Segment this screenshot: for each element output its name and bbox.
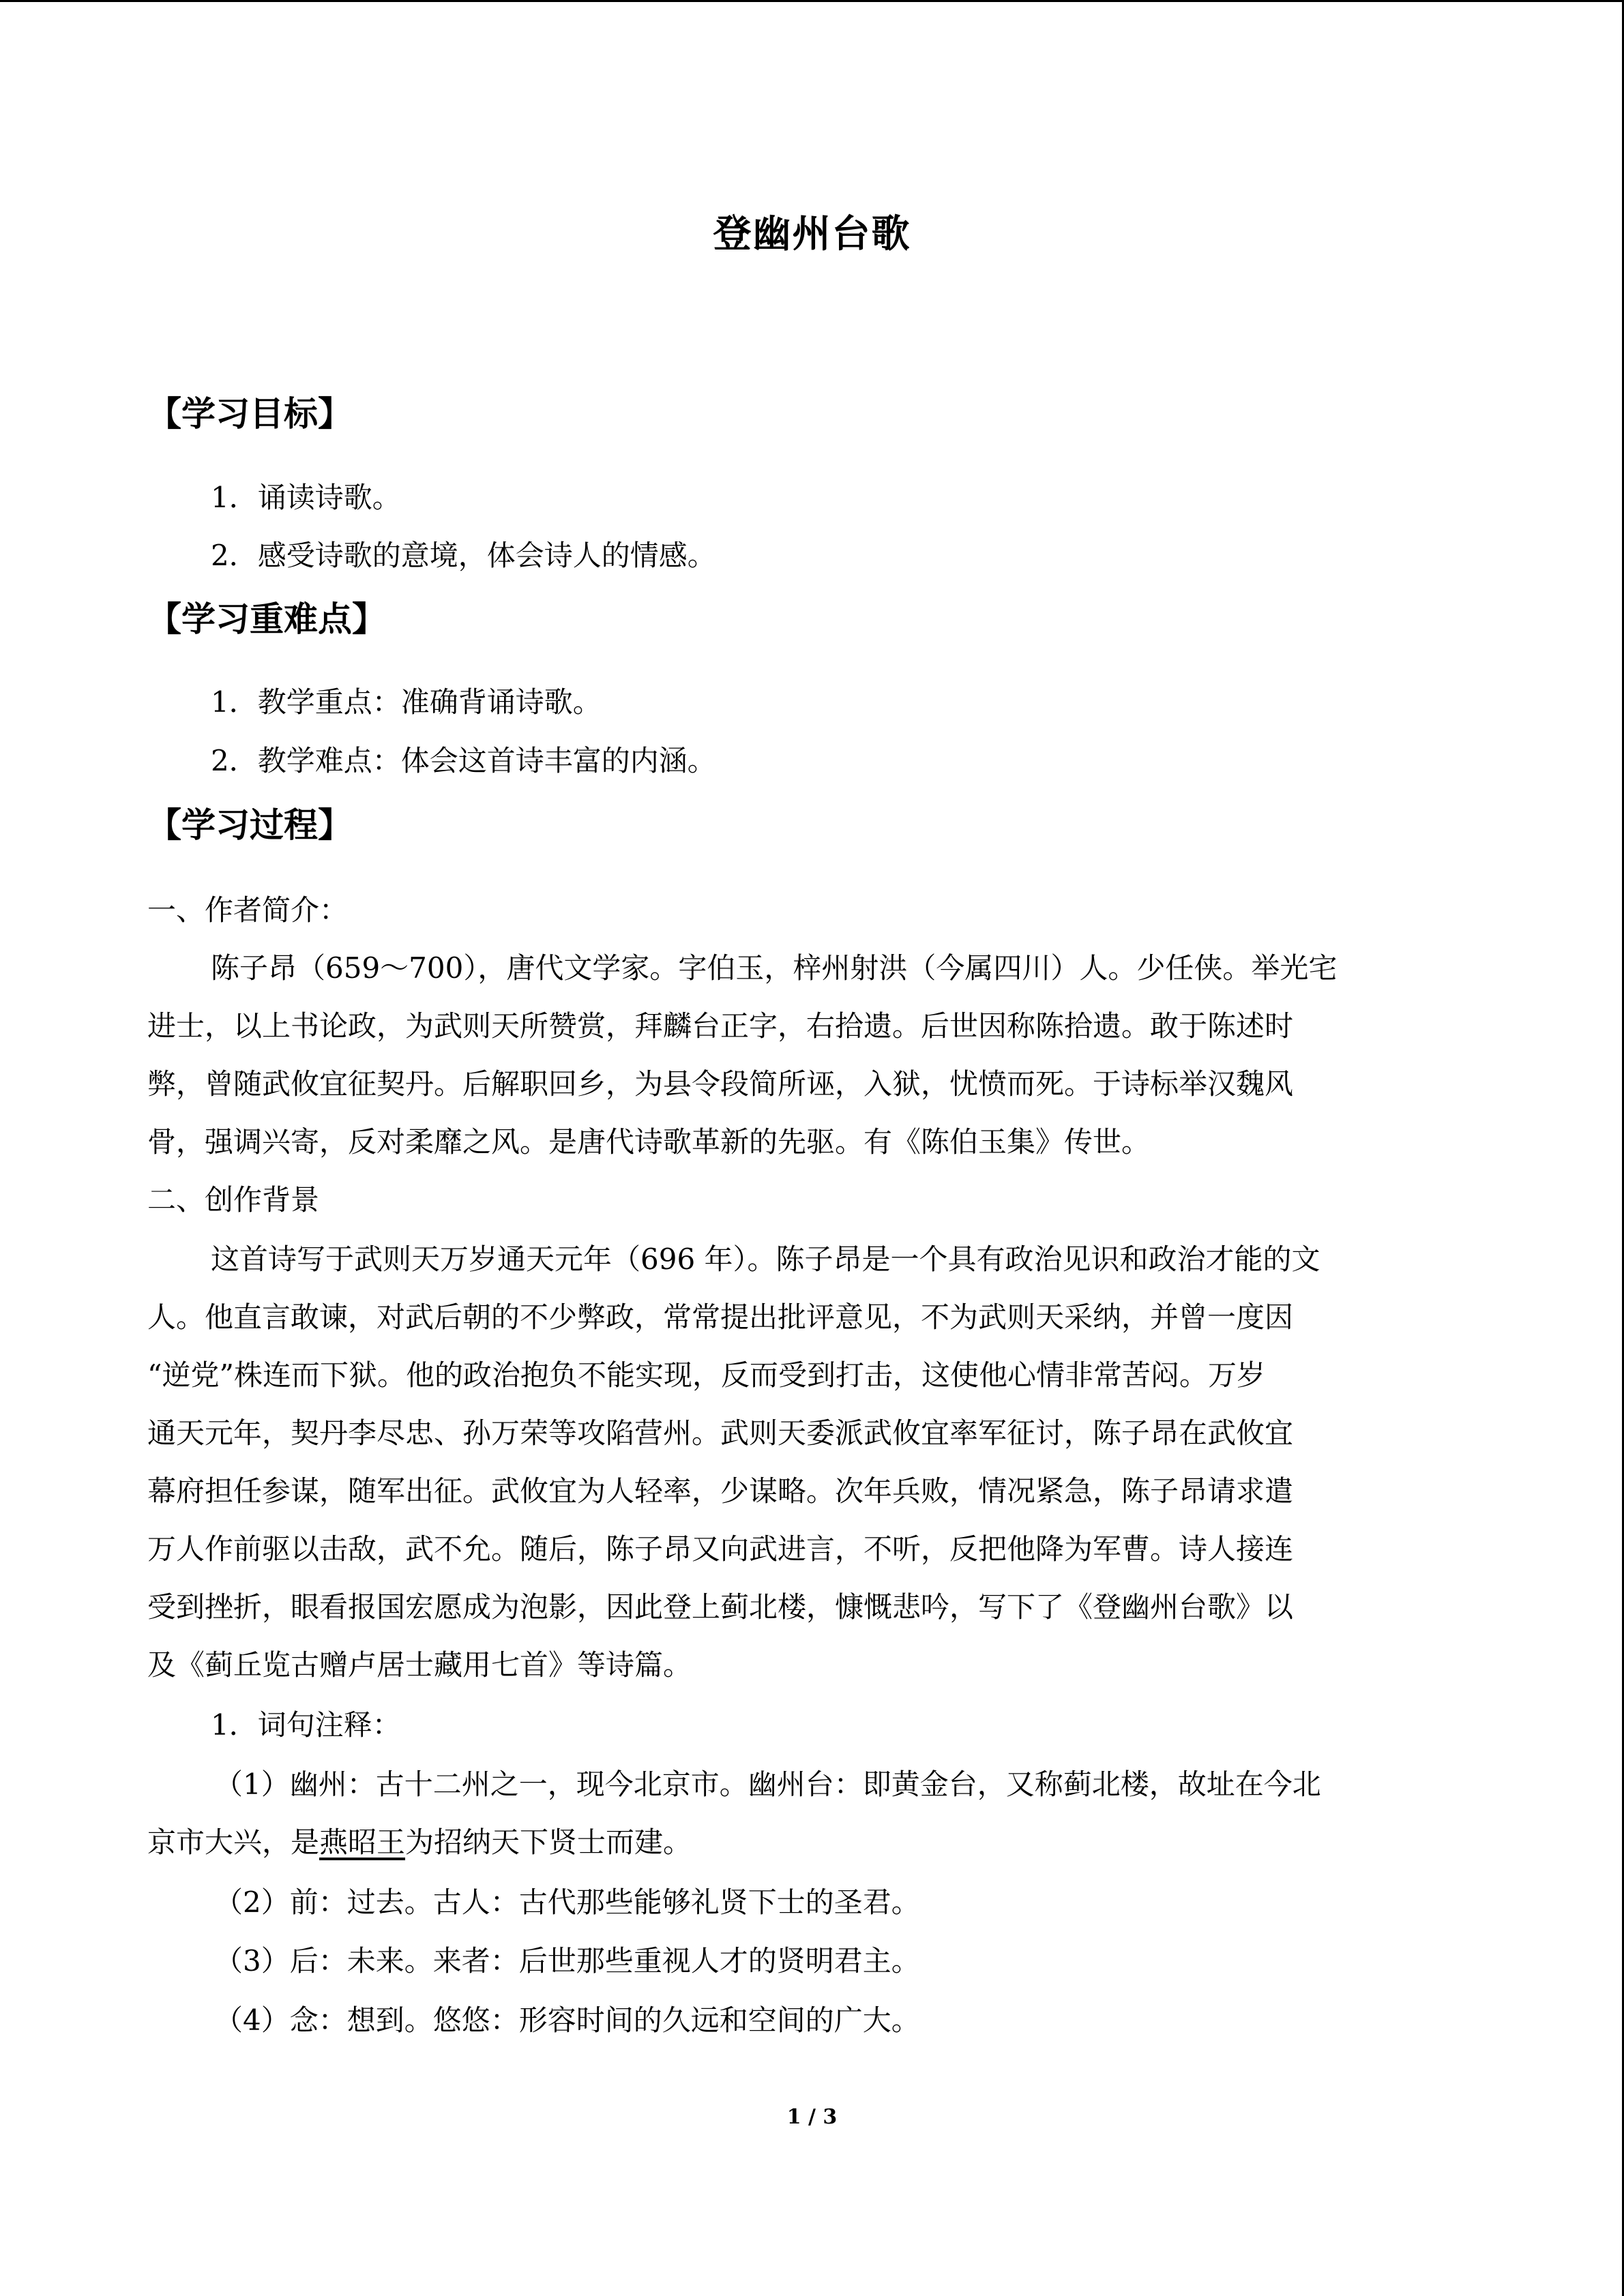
author-paragraph-line: 进士，以上书论政，为武则天所赞赏，拜麟台正字，右拾遗。后世因称陈拾遗。敢于陈述时 — [147, 1009, 1294, 1043]
background-paragraph-line: 及《蓟丘览古赠卢居士藏用七首》等诗篇。 — [147, 1648, 692, 1682]
note-1-text-post: 为招纳天下贤士而建。 — [405, 1825, 692, 1859]
page-top-border — [0, 0, 1624, 2]
background-paragraph-line: 万人作前驱以击敌，武不允。随后，陈子昂又向武进言，不听，反把他降为军曹。诗人接连 — [147, 1532, 1294, 1566]
notes-title: 1．词句注释： — [211, 1708, 401, 1742]
background-paragraph-line: “逆党”株连而下狱。他的政治抱负不能实现，反而受到打击，这使他心情非常苦闷。万岁 — [147, 1358, 1265, 1392]
author-paragraph-line: 弊，曾随武攸宜征契丹。后解职回乡，为县令段简所诬，入狱，忧愤而死。于诗标举汉魏风 — [147, 1067, 1294, 1101]
section-heading-goals: 【学习目标】 — [147, 394, 352, 434]
page-number: 1 / 3 — [786, 2105, 838, 2129]
note-2: （2）前：过去。古人：古代那些能够礼贤下士的圣君。 — [214, 1885, 920, 1919]
note-1-line-1: （1）幽州：古十二州之一，现今北京市。幽州台：即黄金台，又称蓟北楼，故址在今北 — [214, 1768, 1321, 1801]
note-1-text-pre: 京市大兴，是 — [147, 1825, 320, 1859]
note-4: （4）念：想到。悠悠：形容时间的久远和空间的广大。 — [214, 2003, 920, 2037]
background-title: 二、创作背景 — [147, 1183, 320, 1217]
goal-item-1: 1．诵读诗歌。 — [211, 481, 401, 514]
author-paragraph-line: 陈子昂（659～700），唐代文学家。字伯玉，梓州射洪（今属四川）人。少任侠。举光宅 — [211, 951, 1338, 985]
background-paragraph-line: 幕府担任参谋，随军出征。武攸宜为人轻率，少谋略。次年兵败，情况紧急，陈子昂请求遣 — [147, 1474, 1294, 1508]
background-paragraph-line: 受到挫折，眼看报国宏愿成为泡影，因此登上蓟北楼，慷慨悲吟，写下了《登幽州台歌》以 — [147, 1590, 1294, 1624]
goal-item-2: 2．感受诗歌的意境，体会诗人的情感。 — [211, 539, 716, 572]
author-paragraph-line: 骨，强调兴寄，反对柔靡之风。是唐代诗歌革新的先驱。有《陈伯玉集》传世。 — [147, 1125, 1151, 1159]
background-paragraph-line: 通天元年，契丹李尽忠、孙万荣等攻陷营州。武则天委派武攸宜率军征讨，陈子昂在武攸宜 — [147, 1416, 1294, 1450]
background-paragraph-line: 这首诗写于武则天万岁通天元年（696 年）。陈子昂是一个具有政治见识和政治才能的文 — [211, 1242, 1320, 1276]
background-paragraph-line: 人。他直言敢谏，对武后朝的不少弊政，常常提出批评意见，不为武则天采纳，并曾一度因 — [147, 1300, 1294, 1334]
note-1-underlined-name: 燕昭王 — [319, 1825, 406, 1859]
section-heading-keypoints: 【学习重难点】 — [147, 599, 386, 639]
keypoint-item-1: 1．教学重点：准确背诵诗歌。 — [211, 685, 602, 719]
note-3: （3）后：未来。来者：后世那些重视人才的贤明君主。 — [214, 1944, 920, 1978]
keypoint-item-2: 2．教学难点：体会这首诗丰富的内涵。 — [211, 744, 716, 777]
note-1-line-2 — [147, 1822, 692, 1863]
document-title: 登幽州台歌 — [713, 212, 911, 256]
author-intro-title: 一、作者简介： — [147, 893, 349, 927]
section-heading-process: 【学习过程】 — [147, 805, 352, 845]
